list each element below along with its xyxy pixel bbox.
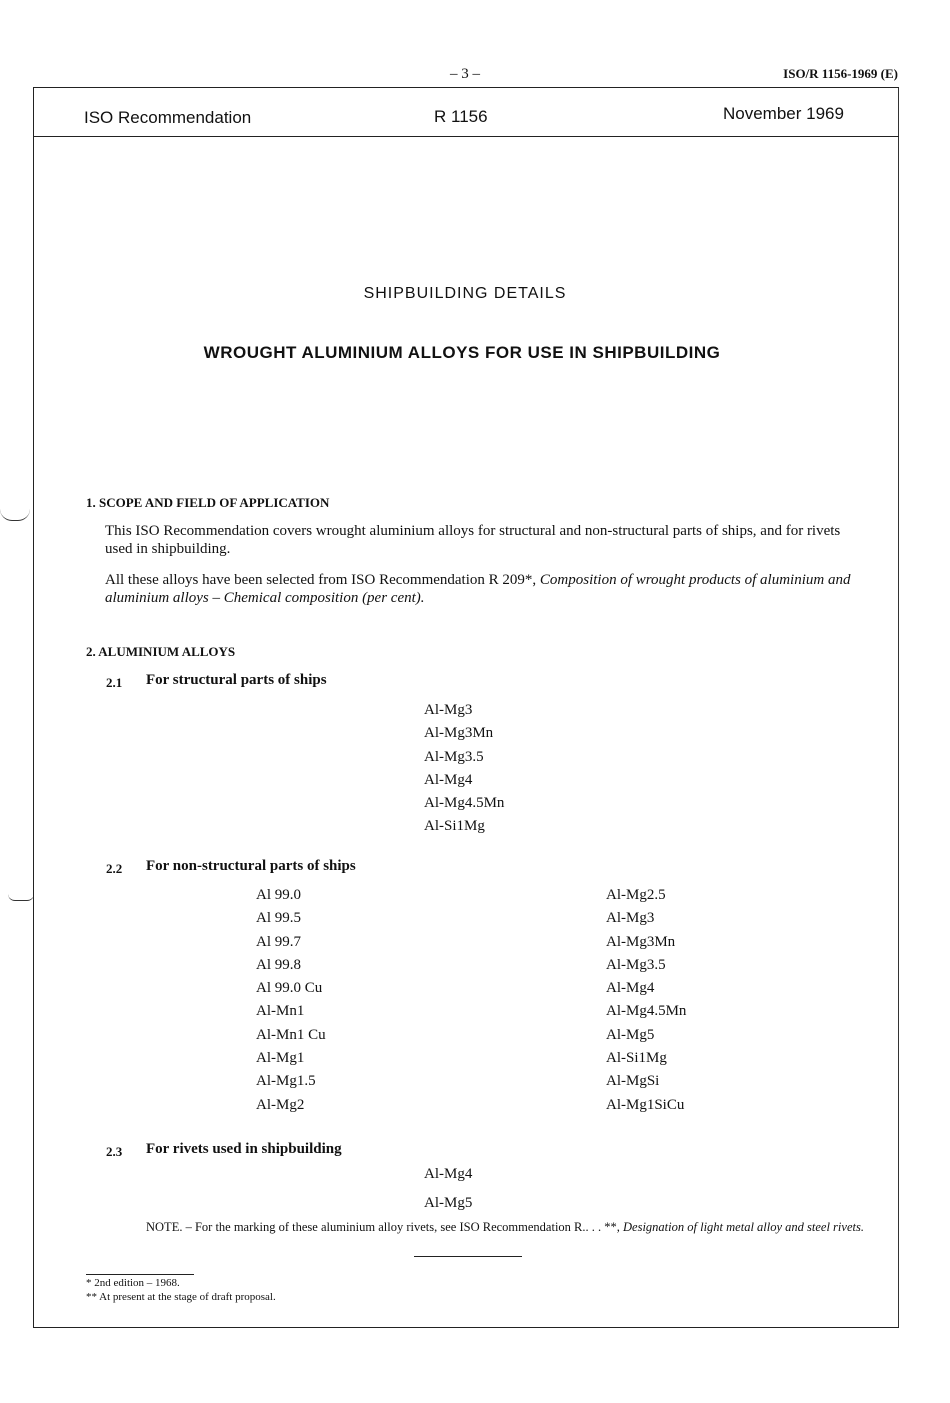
subsection-2-3-title: For rivets used in shipbuilding	[146, 1141, 342, 1157]
alloy-item: Al 99.7	[256, 933, 301, 950]
header-code: R 1156	[434, 107, 488, 126]
alloy-item: Al-Mg3Mn	[606, 933, 676, 950]
alloy-item: Al-Mg3.5	[606, 956, 666, 973]
referenced-standard-title: Composition of wrought products of aluminium and aluminium alloys – Chemical composition (per cent).	[105, 572, 851, 606]
alloy-item: Al 99.0 Cu	[256, 980, 323, 997]
alloy-item: Al-Mg5	[424, 1195, 473, 1211]
section-1-paragraph-2	[105, 571, 865, 607]
alloy-item: Al-Mg3	[606, 910, 655, 927]
margin-mark	[8, 894, 34, 901]
alloy-item: Al-Mg3	[424, 702, 473, 718]
footnote-2: ** At present at the stage of draft proposal.	[86, 1291, 276, 1303]
subsection-2-2-title: For non-structural parts of ships	[146, 858, 356, 874]
alloy-item: Al-Mg4	[424, 1166, 473, 1182]
header-divider	[33, 136, 899, 137]
alloy-item: Al-Mg1.5	[256, 1073, 316, 1090]
alloy-item: Al-Mn1	[256, 1003, 305, 1020]
alloy-item: Al-Mg1	[256, 1050, 305, 1067]
footnote-rule	[86, 1274, 194, 1275]
page-number: – 3 –	[450, 66, 480, 82]
alloy-item: Al-Mg4.5Mn	[424, 795, 505, 812]
alloy-item: Al-Mg4	[424, 771, 473, 788]
document-subtitle: WROUGHT ALUMINIUM ALLOYS FOR USE IN SHIPBUILDING	[203, 343, 721, 362]
alloy-item: Al 99.5	[256, 910, 301, 927]
margin-mark	[0, 508, 30, 521]
note-text: NOTE. – For the marking of these aluminium alloy rivets, see ISO Recommendation R.. . . **,	[146, 1220, 624, 1234]
alloy-item: Al-Mg1SiCu	[606, 1096, 685, 1113]
section-1-heading: 1. SCOPE AND FIELD OF APPLICATION	[86, 495, 330, 510]
document-reference: ISO/R 1156-1969 (E)	[783, 66, 898, 81]
subsection-2-2-number: 2.2	[106, 861, 123, 876]
alloy-item: Al-Mg5	[606, 1026, 655, 1043]
rivet-marking-note	[146, 1221, 866, 1234]
document-title: SHIPBUILDING DETAILS	[363, 285, 567, 302]
non-structural-alloy-list-right	[606, 884, 686, 1117]
header-date: November 1969	[723, 104, 844, 123]
footnote-1: * 2nd edition – 1968.	[86, 1277, 180, 1289]
subsection-2-1-title: For structural parts of ships	[146, 672, 327, 688]
paragraph-2-text: All these alloys have been selected from ISO Recommendation R 209*,	[105, 572, 540, 588]
alloy-item: Al-Mg4	[606, 980, 655, 997]
non-structural-alloy-list-left	[256, 884, 326, 1117]
alloy-item: Al-Si1Mg	[606, 1050, 667, 1067]
alloy-item: Al-MgSi	[606, 1073, 660, 1090]
subsection-2-3-number: 2.3	[106, 1144, 123, 1159]
alloy-item: Al-Si1Mg	[424, 818, 485, 835]
alloy-item: Al-Mg2.5	[606, 887, 666, 903]
section-2-heading: 2. ALUMINIUM ALLOYS	[86, 644, 236, 659]
alloy-item: Al-Mg3.5	[424, 748, 484, 765]
alloy-item: Al-Mg2	[256, 1096, 305, 1113]
structural-alloy-list	[424, 699, 504, 839]
alloy-item: Al 99.0	[256, 887, 301, 903]
alloy-item: Al-Mg4.5Mn	[606, 1003, 687, 1020]
alloy-item: Al-Mn1 Cu	[256, 1026, 326, 1043]
end-rule	[414, 1256, 522, 1257]
alloy-item: Al-Mg3Mn	[424, 725, 494, 742]
alloy-item: Al 99.8	[256, 956, 301, 973]
header-series: ISO Recommendation	[84, 108, 252, 127]
section-1-paragraph-1: This ISO Recommendation covers wrought aluminium alloys for structural and non-structural parts of ships, and for rivets used in shipbuilding.	[105, 523, 841, 557]
note-referenced-title: Designation of light metal alloy and steel rivets.	[623, 1220, 864, 1234]
subsection-2-1-number: 2.1	[106, 675, 123, 690]
